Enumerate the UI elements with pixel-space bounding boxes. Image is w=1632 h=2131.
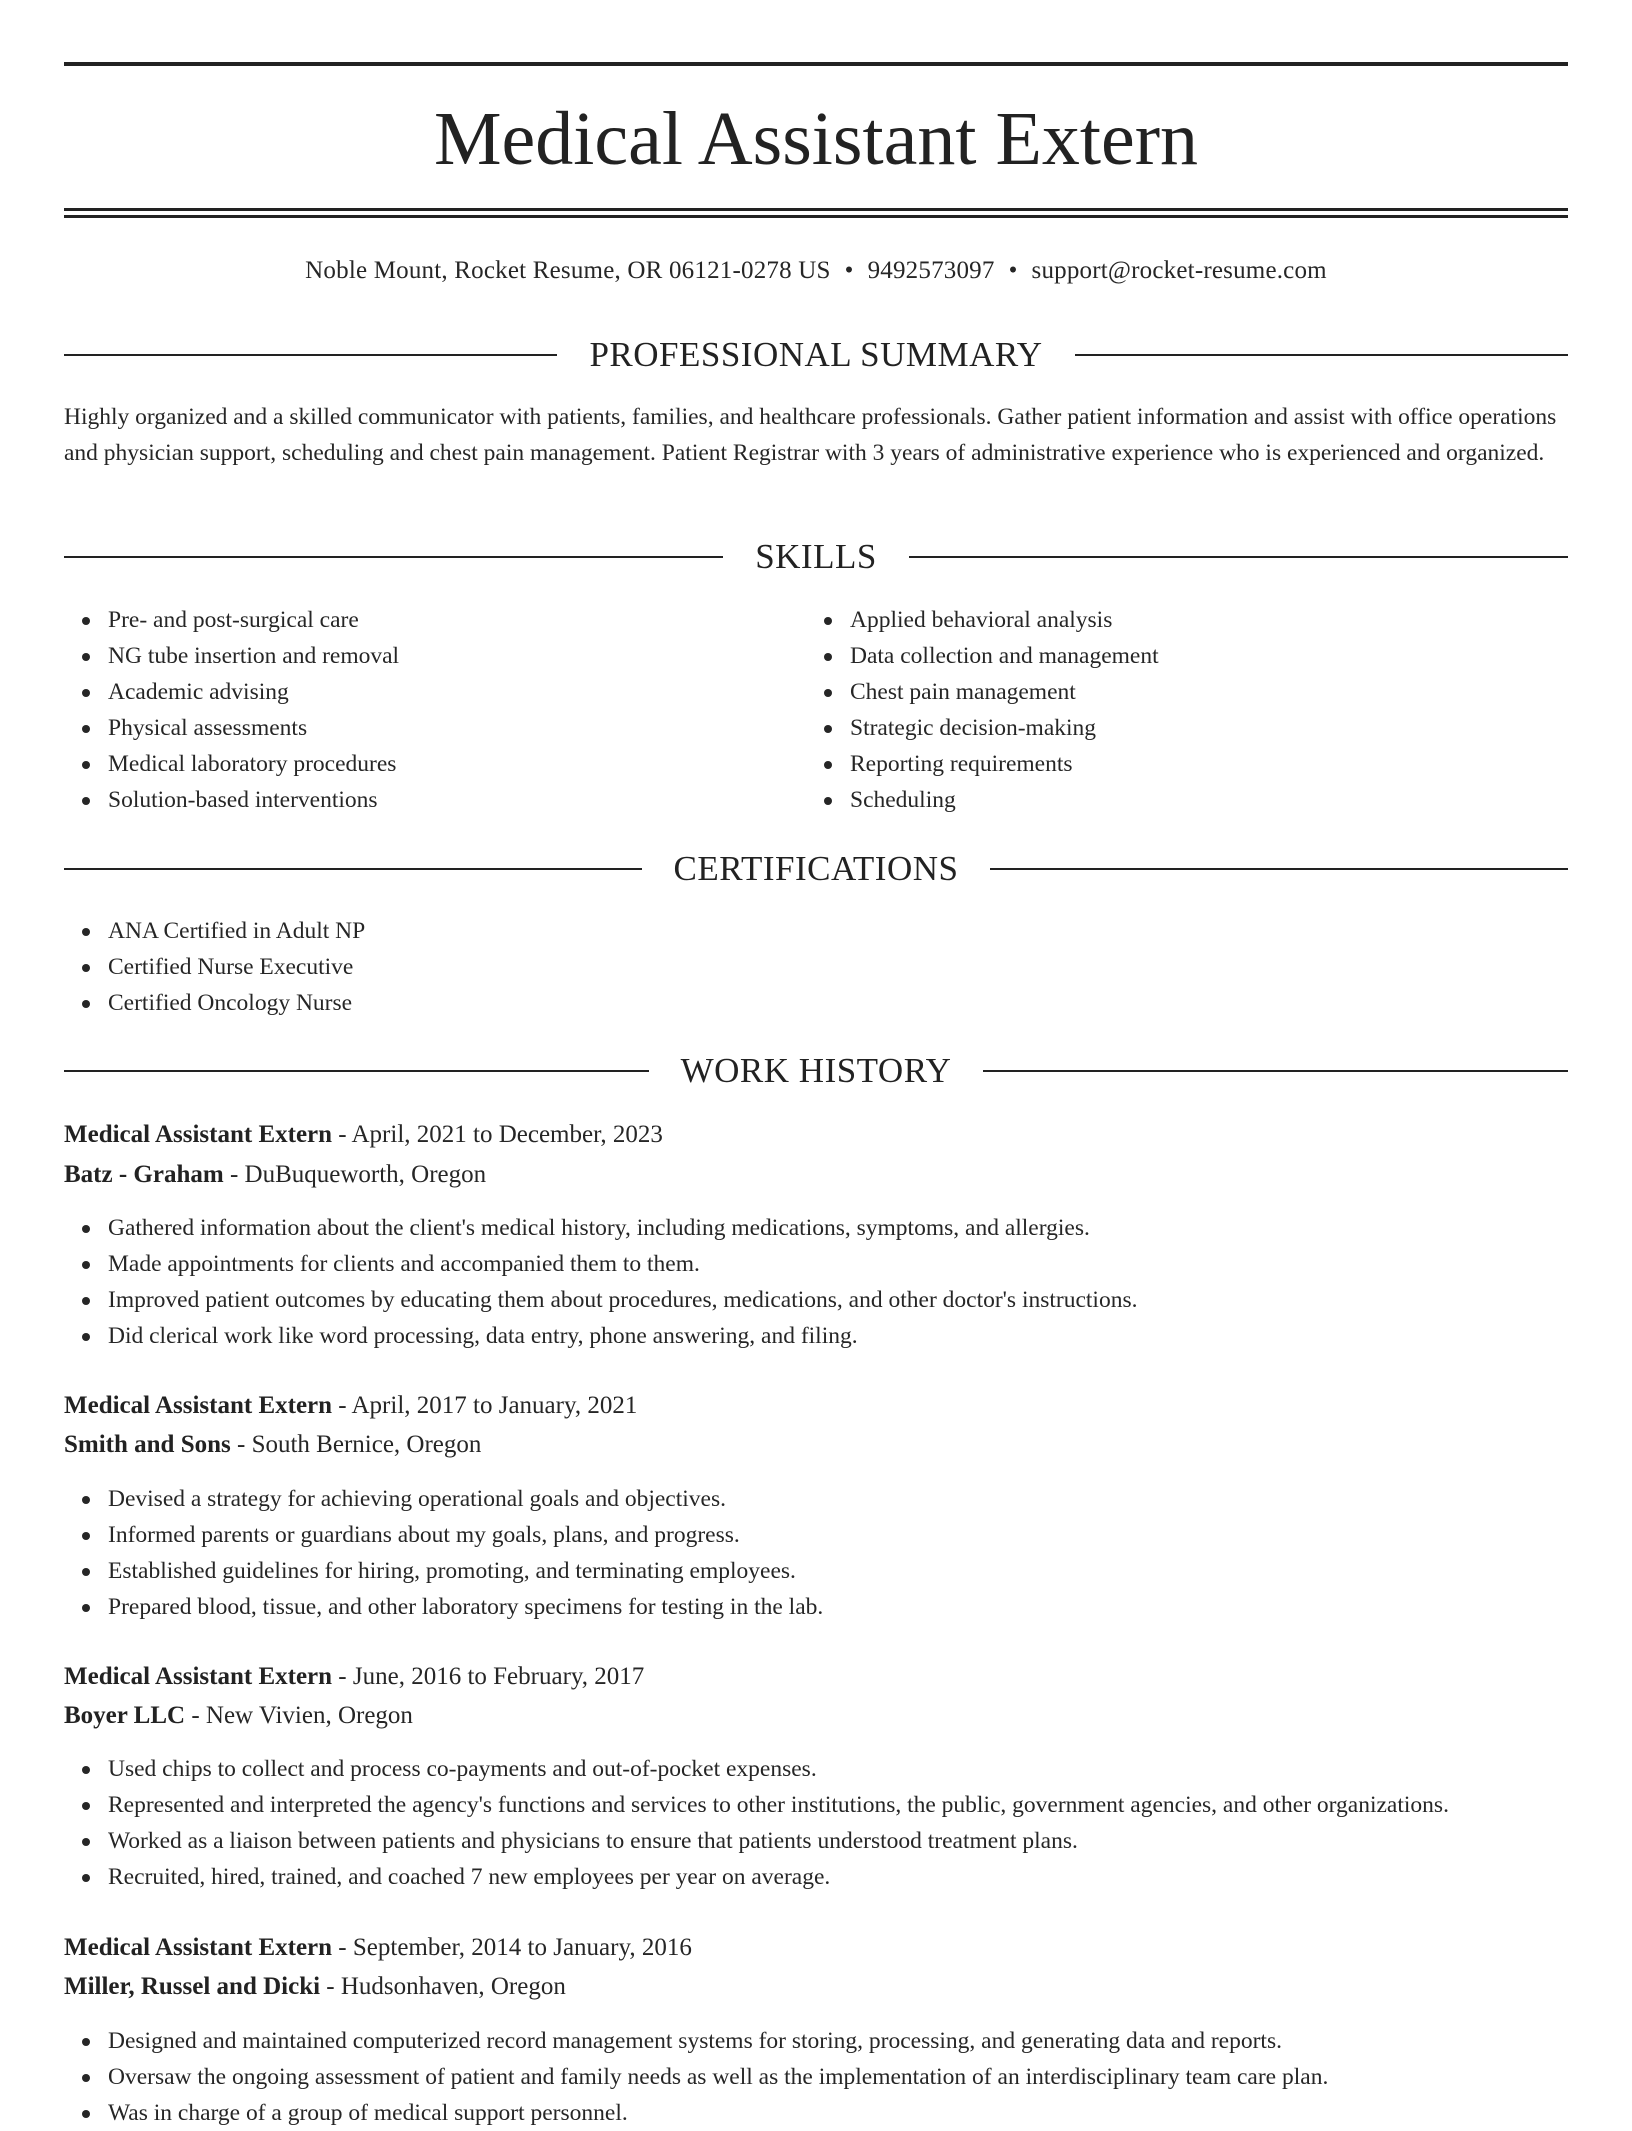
job-bullet: Oversaw the ongoing assessment of patient and family needs as well as the implementation of an interdisciplinary team care plan. [64,2059,1568,2095]
section-rule-left [64,1070,649,1072]
job-title-line [64,1659,1568,1695]
skill-item: Solution-based interventions [64,782,804,818]
job-bullet: Prepared blood, tissue, and other laboratory specimens for testing in the lab. [64,1589,1568,1625]
certifications-section-header [64,848,1568,890]
skills-section-header [64,536,1568,578]
job-company-line [64,1698,1568,1734]
job-company: Smith and Sons [64,1431,231,1458]
section-rule-right [983,1070,1568,1072]
job-bullet: Was in charge of a group of medical support personnel. [64,2095,1568,2131]
job-title-line [64,1117,1568,1153]
skill-item: NG tube insertion and removal [64,638,804,674]
summary-section-title: PROFESSIONAL SUMMARY [589,335,1043,374]
section-rule-left [64,868,642,870]
job-company-line [64,1427,1568,1463]
job-bullet: Used chips to collect and process co-payments and out-of-pocket expenses. [64,1751,1568,1787]
job-bullet: Established guidelines for hiring, promoting, and terminating employees. [64,1553,1568,1589]
skill-item: Academic advising [64,674,804,710]
job-location: - South Bernice, Oregon [230,1431,482,1458]
skill-item: Strategic decision-making [806,710,1566,746]
job-bullet: Gathered information about the client's medical history, including medications, symptoms, and allergies. [64,1210,1568,1246]
contact-email[interactable]: support@rocket-resume.com [1031,257,1327,284]
skill-item: Data collection and management [806,638,1566,674]
job-title: Medical Assistant Extern [64,1121,333,1148]
skill-item: Applied behavioral analysis [806,602,1566,638]
section-rule-right [990,868,1568,870]
job-bullet: Represented and interpreted the agency's functions and services to other institutions, the public, government agencies, and other organizations. [64,1787,1568,1823]
job-company: Batz - Graham [64,1161,224,1188]
job-bullet: Devised a strategy for achieving operational goals and objectives. [64,1481,1568,1517]
job-bullets [64,2023,1568,2131]
certifications-list [64,913,1568,1021]
job-dates: - June, 2016 to February, 2017 [332,1663,645,1690]
top-rule [64,62,1568,66]
job-dates: - September, 2014 to January, 2016 [332,1934,692,1961]
skills-list-right [806,602,1566,818]
contact-line [64,254,1568,288]
work-history-section-title: WORK HISTORY [680,1051,952,1090]
job-bullet: Improved patient outcomes by educating them about procedures, medications, and other doctor's instructions. [64,1282,1568,1318]
job-title: Medical Assistant Extern [64,1392,333,1419]
skills-list-left [64,602,804,818]
certifications-section-title: CERTIFICATIONS [673,849,959,888]
certification-item: Certified Nurse Executive [64,949,1568,985]
contact-separator: • [844,257,854,284]
job-bullets [64,1751,1568,1895]
job-bullet: Made appointments for clients and accompanied them to them. [64,1246,1568,1282]
job-bullets [64,1481,1568,1625]
section-rule-left [64,354,557,356]
summary-text: Highly organized and a skilled communicator with patients, families, and healthcare professionals. Gather patient information and assist with office operations and physician support, scheduling and chest pain management. Patient Registrar with 3 years of administrative experience who is experienced and organized. [64,404,1557,466]
contact-address: Noble Mount, Rocket Resume, OR 06121-0278 US [305,257,831,284]
job-bullet: Did clerical work like word processing, data entry, phone answering, and filing. [64,1318,1568,1354]
job-company: Boyer LLC [64,1702,186,1729]
job-location: - New Vivien, Oregon [185,1702,413,1729]
skills-section-title: SKILLS [755,537,877,576]
job-title: Medical Assistant Extern [64,1934,333,1961]
job-dates: - April, 2021 to December, 2023 [332,1121,663,1148]
job-location: - DuBuqueworth, Oregon [223,1161,487,1188]
job-dates: - April, 2017 to January, 2021 [332,1392,638,1419]
header-double-rule-lower [64,215,1568,218]
skill-item: Reporting requirements [806,746,1566,782]
section-rule-right [909,556,1568,558]
job-bullet: Informed parents or guardians about my goals, plans, and progress. [64,1517,1568,1553]
certification-item: Certified Oncology Nurse [64,985,1568,1021]
job-bullets [64,1210,1568,1354]
job-bullet: Worked as a liaison between patients and physicians to ensure that patients understood treatment plans. [64,1823,1568,1859]
resume-name: Medical Assistant Extern [433,97,1199,181]
skill-item: Physical assessments [64,710,804,746]
job-bullet: Designed and maintained computerized record management systems for storing, processing, and generating data and reports. [64,2023,1568,2059]
certification-item: ANA Certified in Adult NP [64,913,1568,949]
header-double-rule-upper [64,208,1568,211]
job-company-line [64,1157,1568,1193]
summary-section-header [64,334,1568,376]
job-company-line [64,1969,1568,2005]
job-title-line [64,1930,1568,1966]
skill-item: Chest pain management [806,674,1566,710]
section-rule-right [1075,354,1568,356]
skill-item: Pre- and post-surgical care [64,602,804,638]
contact-phone[interactable]: 9492573097 [867,257,995,284]
skill-item: Medical laboratory procedures [64,746,804,782]
job-bullet: Recruited, hired, trained, and coached 7 new employees per year on average. [64,1859,1568,1895]
job-title: Medical Assistant Extern [64,1663,333,1690]
job-location: - Hudsonhaven, Oregon [320,1973,566,2000]
job-company: Miller, Russel and Dicki [64,1973,321,2000]
section-rule-left [64,556,723,558]
contact-separator: • [1008,257,1018,284]
job-title-line [64,1388,1568,1424]
work-history-section-header [64,1050,1568,1092]
skill-item: Scheduling [806,782,1566,818]
